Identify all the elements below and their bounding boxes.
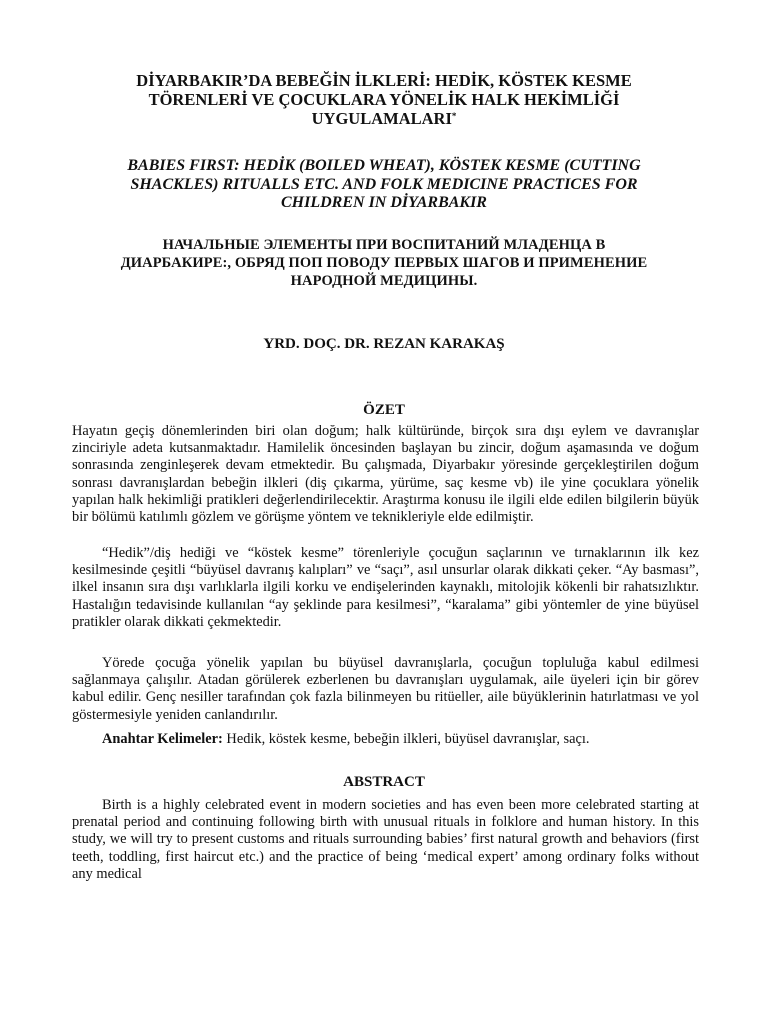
keywords-label: Anahtar Kelimeler: — [102, 731, 223, 747]
abstract-heading: ABSTRACT — [343, 774, 425, 790]
ozet-paragraph-2: “Hedik”/diş hediği ve “köstek kesme” törenleriyle çocuğun saçlarının ve tırnaklarının ilk kez kesilmesinde çeşitli “büyüsel davranış kalıpları” ve “saçı”, asıl unsurlar olarak dikkati çeker. “Ay basması”, ilkel insanın sıra dışı varlıklarla ilgili korku ve endişelerinden kaynaklı, mitolojik kökenli bir rahatsızlıktır. Hastalığın tedavisinde kullanılan “ay şeklinde para kesilmesi”, “karalama” gibi yöntemler de yine büyüsel pratikler olarak dikkati çekmektedir. — [72, 545, 699, 630]
title-russian — [72, 236, 696, 290]
title-english — [72, 157, 696, 213]
footnote-mark: * — [451, 111, 457, 121]
title-russian-line3: НАРОДНОЙ МЕДИЦИНЫ. — [290, 273, 478, 289]
abstract-paragraph-1: Birth is a highly celebrated event in modern societies and has even been more celebrated starting at prenatal period and continuing following birth with unusual rituals in folklore and human history. In this study, we will try to present customs and rituals surrounding babies’ first natural growth and behaviors (first teeth, toddling, first haircut etc.) and the practice of being ‘medical expert’ among ordinary folks without any medical — [72, 797, 699, 882]
title-turkish — [72, 71, 696, 128]
title-english-line2: SHACKLES) RITUALLS ETC. AND FOLK MEDICINE PRACTICES FOR — [130, 175, 638, 193]
title-english-line3: CHILDREN IN DİYARBAKIR — [281, 194, 487, 211]
title-russian-line1: НАЧАЛЬНЫЕ ЭЛЕМЕНТЫ ПРИ ВОСПИТАНИЙ МЛАДЕНЦА В — [162, 237, 606, 253]
ozet-heading: ÖZET — [363, 402, 405, 418]
keywords-line — [72, 731, 699, 748]
title-turkish-line1: DİYARBAKIR’DA BEBEĞİN İLKLERİ: HEDİK, KÖSTEK KESME — [136, 71, 632, 90]
title-turkish-line3: UYGULAMALARI — [311, 109, 452, 128]
keywords-text: Hedik, köstek kesme, bebeğin ilkleri, büyüsel davranışlar, saçı. — [222, 731, 590, 747]
author-name: YRD. DOÇ. DR. REZAN KARAKAŞ — [263, 336, 505, 352]
title-turkish-line3-wrap — [72, 109, 696, 128]
title-turkish-line2: TÖRENLERİ VE ÇOCUKLARA YÖNELİK HALK HEKİMLİĞİ — [148, 90, 620, 109]
title-english-line1: BABIES FIRST: HEDİK (BOILED WHEAT), KÖSTEK KESME (CUTTING — [127, 157, 641, 174]
ozet-paragraph-3: Yörede çocuğa yönelik yapılan bu büyüsel davranışlarla, çocuğun topluluğa kabul edilmesi sağlanmaya çalışılır. Atadan görülerek ezberlenen bu davranışları uygulamak, aile üyeleri için bir görev kabul edilir. Genç nesiller tarafından çok fazla bilinmeyen bu ritüeller, aile büyüklerinin hatırlatması ve yol göstermesiyle yeniden canlandırılır. — [72, 655, 699, 723]
ozet-paragraph-1: Hayatın geçiş dönemlerinden biri olan doğum; halk kültüründe, birçok sıra dışı eylem ve davranışlar zinciriyle adeta kutsanmaktadır. Hamilelik öncesinden başlayan bu zincir, doğum aşamasında ve doğum sonrasında zenginleşerek devam etmektedir. Bu çalışmada, Diyarbakır yöresinde gerçekleştirilen doğum sonrası davranışlardan bebeğin ilkleri (diş çıkarma, yürüme, saç kesme vb) ile yine çocuklara yönelik yapılan halk hekimliği pratikleri değerlendirilecektir. Araştırma konusu ile ilgili elde edilen bilgilerin büyük bir bölümü katılımlı gözlem ve görüşme yöntem ve teknikleriyle elde edilmiştir. — [72, 423, 699, 526]
title-russian-line2: ДИАРБАКИРЕ:, ОБРЯД ПОП ПОВОДУ ПЕРВЫХ ШАГОВ И ПРИМЕНЕНИЕ — [120, 255, 648, 271]
